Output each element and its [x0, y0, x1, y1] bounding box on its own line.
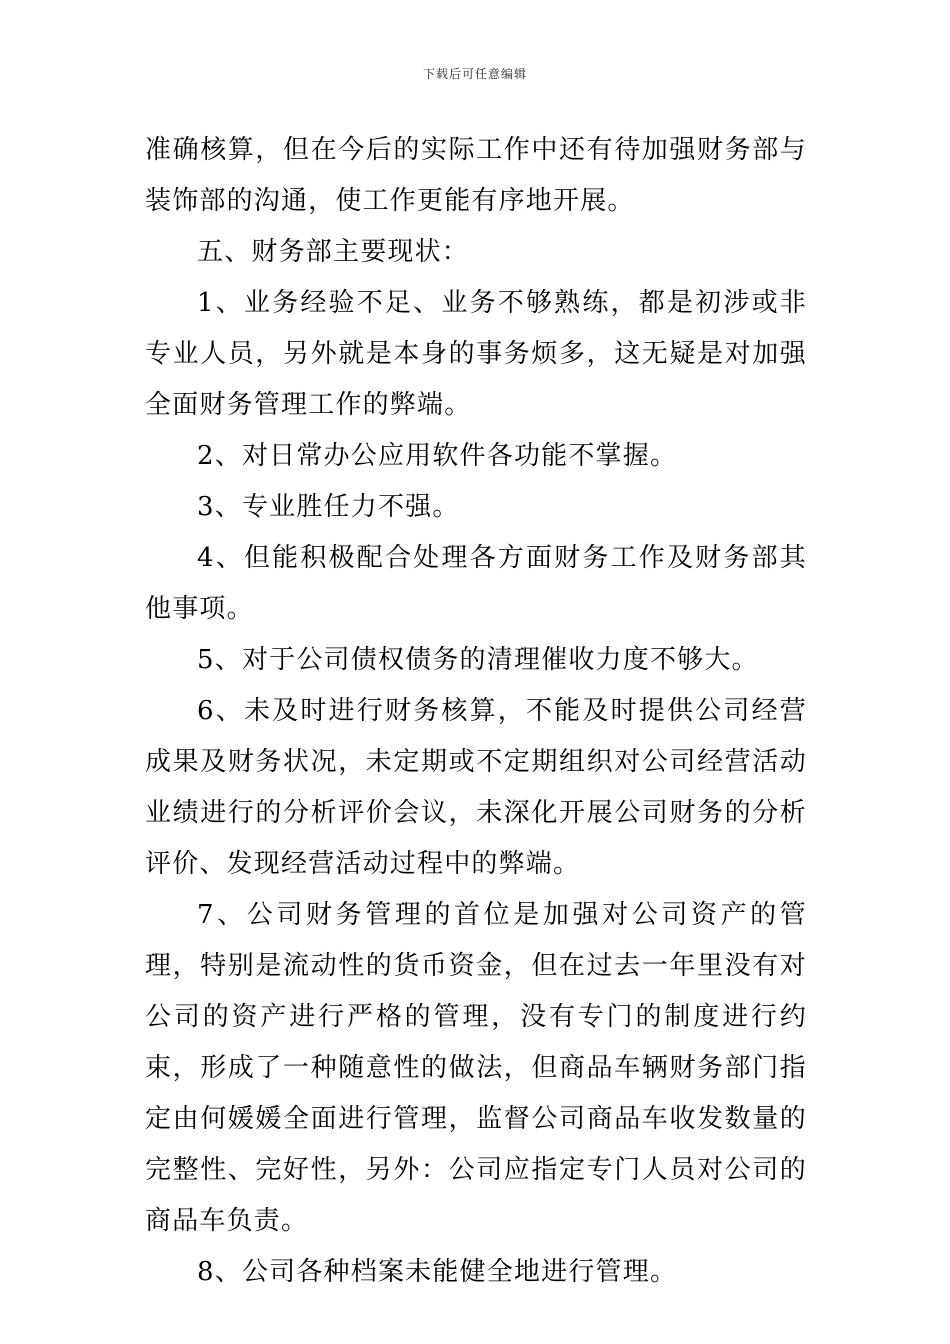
header-note: 下载后可任意编辑 [422, 67, 527, 81]
paragraph: 8、公司各种档案未能健全地进行管理。 [197, 1257, 678, 1287]
paragraph: 3、专业胜任力不强。 [197, 492, 460, 522]
section-heading: 五、财务部主要现状： [197, 237, 470, 267]
paragraph: 4、但能积极配合处理各方面财务工作及财务部其他事项。 [145, 543, 807, 624]
paragraph: 准确核算，但在今后的实际工作中还有待加强财务部与装饰部的沟通，使工作更能有序地开展。 [145, 135, 807, 216]
document-body [145, 125, 807, 1298]
paragraph: 5、对于公司债权债务的清理催收力度不够大。 [197, 645, 759, 675]
paragraph: 2、对日常办公应用软件各功能不掌握。 [197, 441, 678, 471]
paragraph: 6、未及时进行财务核算，不能及时提供公司经营成果及财务状况，未定期或不定期组织对公司经营活动业绩进行的分析评价会议，未深化开展公司财务的分析评价、发现经营活动过程中的弊端。 [145, 696, 807, 879]
paragraph: 7、公司财务管理的首位是加强对公司资产的管理，特别是流动性的货币资金，但在过去一年里没有对公司的资产进行严格的管理，没有专门的制度进行约束，形成了一种随意性的做法，但商品车辆财务部门指定由何媛媛全面进行管理，监督公司商品车收发数量的完整性、完好性，另外：公司应指定专门人员对公司的商品车负责。 [145, 900, 807, 1236]
paragraph: 1、业务经验不足、业务不够熟练，都是初涉或非专业人员，另外就是本身的事务烦多，这无疑是对加强全面财务管理工作的弊端。 [145, 288, 807, 420]
